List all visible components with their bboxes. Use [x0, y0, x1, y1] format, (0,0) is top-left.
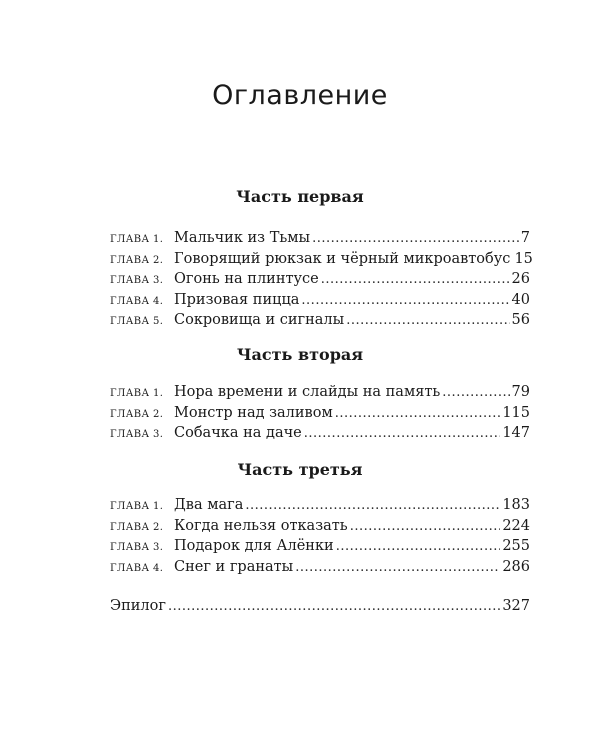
chapter-title: Огонь на плинтусе [174, 271, 319, 287]
page-number: 79 [511, 384, 530, 400]
toc-list-part-3 [110, 497, 530, 579]
dot-leader [442, 385, 509, 400]
page-number: 183 [502, 497, 530, 513]
toc-entry[interactable] [110, 425, 530, 446]
dot-leader [346, 313, 509, 328]
dot-leader [295, 560, 500, 575]
toc-entry[interactable] [110, 292, 530, 313]
dot-leader [245, 498, 500, 513]
chapter-label: ГЛАВА 3. [110, 275, 164, 286]
page-number: 286 [502, 558, 530, 575]
chapter-title: Снег и гранаты [174, 558, 294, 575]
page-number: 26 [511, 271, 530, 287]
toc-entry[interactable] [110, 497, 530, 518]
toc-entry-epilogue[interactable] [110, 598, 530, 619]
toc-entry[interactable] [110, 271, 530, 292]
chapter-title: Призовая пицца [174, 291, 300, 308]
dot-leader [321, 272, 510, 287]
dot-leader [312, 231, 519, 246]
page-number: 147 [502, 425, 530, 441]
toc-epilogue [110, 598, 530, 619]
page-number: 224 [502, 517, 530, 534]
chapter-label: ГЛАВА 4. [110, 295, 164, 307]
toc-list-part-1 [110, 230, 533, 333]
chapter-label: ГЛАВА 1. [110, 234, 164, 245]
page-title: Оглавление [212, 80, 388, 111]
chapter-title: Два мага [174, 497, 244, 513]
chapter-label: ГЛАВА 2. [110, 254, 164, 266]
epilogue-title: Эпилог [110, 598, 166, 614]
page-number: 115 [502, 404, 530, 421]
chapter-label: ГЛАВА 3. [110, 542, 164, 553]
dot-leader [301, 293, 509, 308]
page-number: 7 [520, 230, 530, 246]
chapter-title: Сокровища и сигналы [174, 312, 345, 328]
dot-leader [350, 519, 501, 534]
toc-entry[interactable] [110, 559, 530, 580]
toc-list-part-2 [110, 384, 530, 446]
part-heading-3: Часть третья [237, 460, 363, 479]
dot-leader [304, 426, 501, 441]
page-number: 255 [502, 538, 530, 554]
toc-entry[interactable] [110, 250, 533, 272]
page-number: 56 [511, 312, 530, 328]
chapter-title: Собачка на даче [174, 425, 302, 441]
chapter-label: ГЛАВА 5. [110, 316, 164, 327]
chapter-title: Когда нельзя отказать [174, 517, 348, 534]
page-number: 327 [502, 598, 530, 614]
chapter-title: Подарок для Алёнки [174, 538, 334, 554]
toc-entry[interactable] [110, 230, 530, 251]
dot-leader [168, 599, 500, 614]
chapter-title: Нора времени и слайды на память [174, 384, 441, 400]
toc-entry[interactable] [110, 518, 530, 539]
toc-entry[interactable] [110, 384, 530, 405]
chapter-title: Монстр над заливом [174, 404, 333, 421]
toc-entry[interactable] [110, 405, 530, 426]
dot-leader [335, 406, 501, 421]
part-heading-2: Часть вторая [236, 345, 364, 364]
chapter-title: Говорящий рюкзак и чёрный микроавтобус [174, 250, 511, 267]
toc-entry[interactable] [110, 312, 530, 333]
page-number: 40 [511, 291, 530, 308]
toc-entry[interactable] [110, 538, 530, 559]
chapter-title: Мальчик из Тьмы [174, 230, 311, 246]
chapter-label: ГЛАВА 1. [110, 388, 164, 399]
chapter-label: ГЛАВА 3. [110, 429, 164, 440]
chapter-label: ГЛАВА 2. [110, 408, 164, 420]
chapter-label: ГЛАВА 1. [110, 501, 164, 512]
chapter-label: ГЛАВА 2. [110, 521, 164, 533]
part-heading-1: Часть первая [236, 187, 364, 206]
chapter-label: ГЛАВА 4. [110, 562, 164, 574]
dot-leader [336, 539, 501, 554]
page-number: 15 [514, 250, 533, 267]
